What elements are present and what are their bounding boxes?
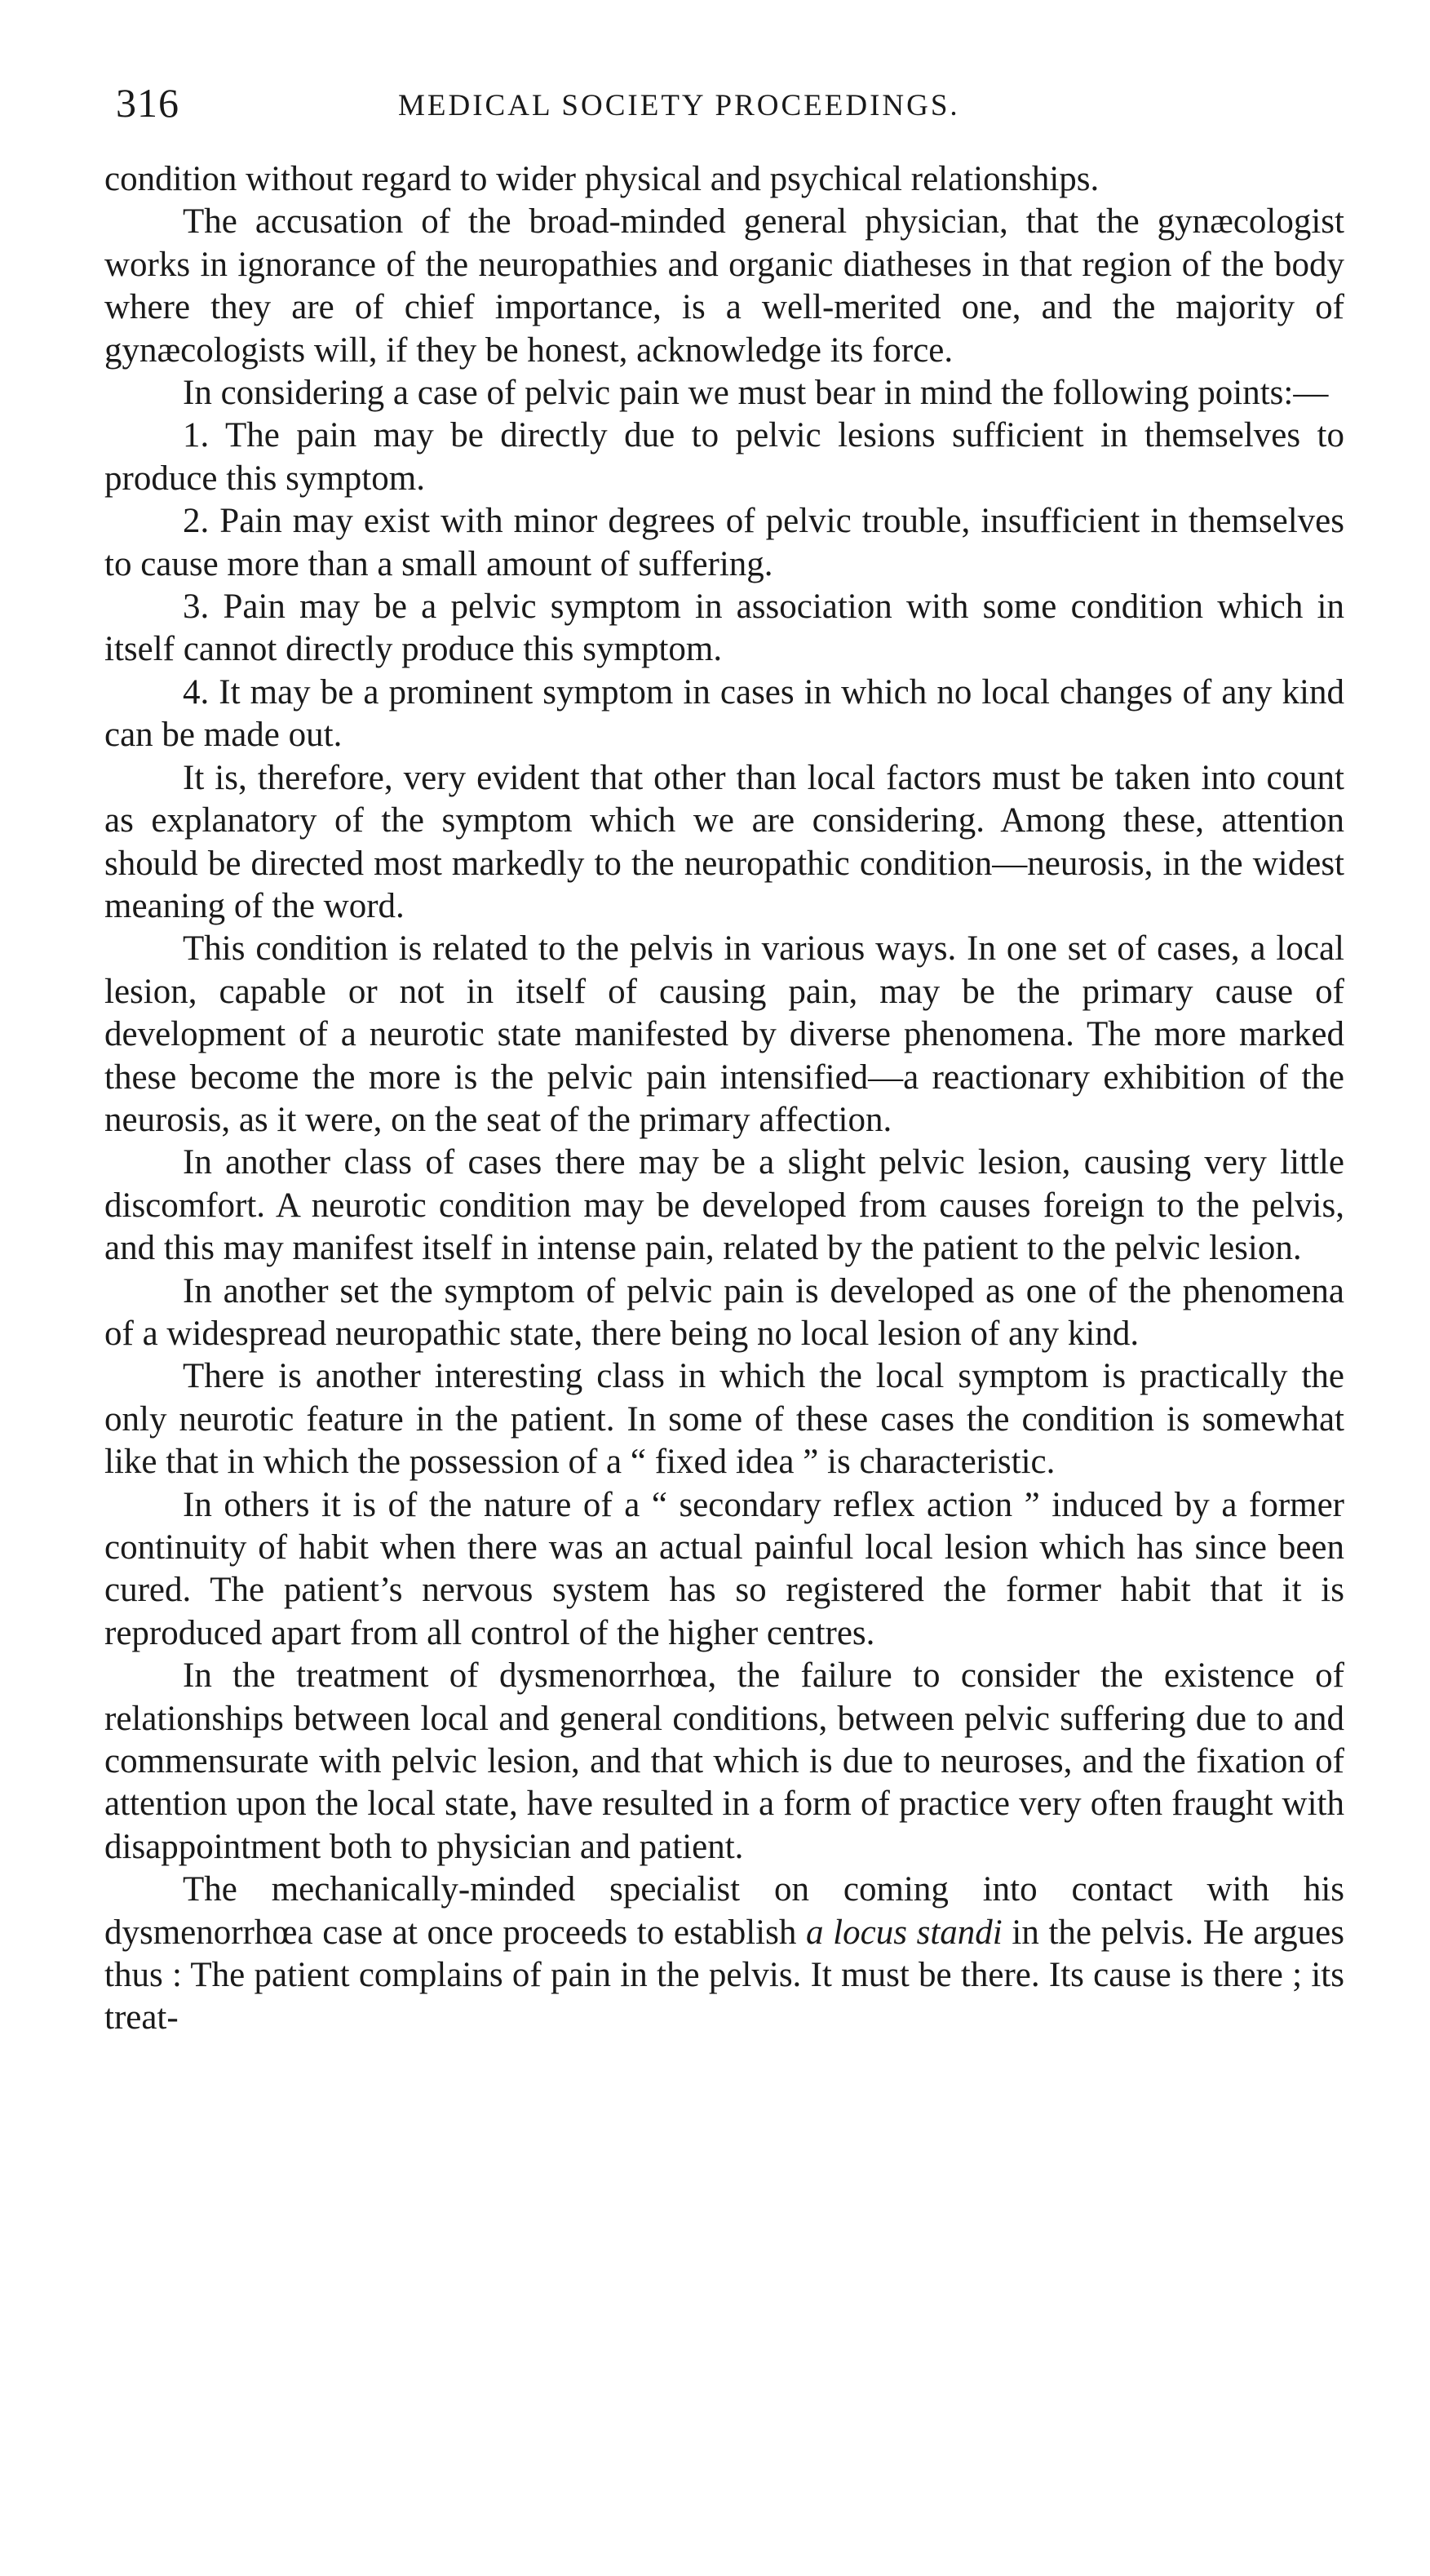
book-page [104,78,1344,2040]
body-text [104,158,1344,2040]
paragraph: The accusation of the broad-minded general physician, that the gynæcologist works in ignorance of the neuropathies and organic diatheses in that region of the body where they are of chief importance, is a well-merited one, and the majority of gynæcologists will, if they be honest, acknowledge its force. [104,202,1344,370]
numbered-point: 2. Pain may exist with minor degrees of pelvic trouble, insufficient in themselves to cause more than a small amount of suffering. [104,502,1344,583]
paragraph: In considering a case of pelvic pain we must bear in mind the following points:— [183,374,1329,413]
italic-phrase: a locus standi [806,1913,1003,1952]
running-head [104,78,1344,135]
paragraph: In others it is of the nature of a “ secondary reflex action ” induced by a former continuity of habit when there was an actual painful local lesion which has since been cured. The patient’s nervous system has so registered the former habit that it is reproduced apart from all control of the higher centres. [104,1485,1344,1652]
paragraph: This condition is related to the pelvis in various ways. In one set of cases, a local lesion, capable or not in itself of causing pain, may be the primary cause of development of a neurotic state manifested by diverse phenomena. The more marked these become the more is the pelvic pain intensified—a reactionary exhibition of the neurosis, as it were, on the seat of the primary affection. [104,929,1344,1139]
paragraph: In another set the symptom of pelvic pain is developed as one of the phenomena of a widespread neuropathic state, there being no local lesion of any kind. [104,1271,1344,1353]
numbered-point: 3. Pain may be a pelvic symptom in association with some condition which in itself cannot directly produce this symptom. [104,587,1344,669]
paragraph: It is, therefore, very evident that other than local factors must be taken into count as explanatory of the symptom which we are considering. Among these, attention should be directed most markedly to the neuropathic condition—neurosis, in the widest meaning of the word. [104,758,1344,925]
page-number: 316 [116,80,179,126]
text-run: in the pelvis. He argues thus : The patient complains of pain in the pelvis. It must be there. Its cause is there ; its treat- [104,1913,1344,2037]
running-title: MEDICAL SOCIETY PROCEEDINGS. [398,89,960,122]
numbered-point: 4. It may be a prominent symptom in cases in which no local changes of any kind can be made out. [104,672,1344,755]
paragraph: There is another interesting class in which the local symptom is practically the only neurotic feature in the patient. In some of these cases the condition is somewhat like that in which the possession of a “ fixed idea ” is characteristic. [104,1357,1344,1482]
paragraph: In another class of cases there may be a slight pelvic lesion, causing very little discomfort. A neurotic condition may be developed from causes foreign to the pelvis, and this may manifest itself in intense pain, related by the patient to the pelvic lesion. [104,1143,1344,1268]
paragraph-continuation: condition without regard to wider physical and psychical relationships. [104,160,1100,198]
numbered-point: 1. The pain may be directly due to pelvic lesions sufficient in themselves to produce this symptom. [104,416,1344,498]
text-run: The mechanically-minded specialist on coming into contact with his dysmenorrhœa case at once proceeds to establish [104,1870,1344,1952]
paragraph-final [104,1869,1344,2040]
paragraph: In the treatment of dysmenorrhœa, the failure to consider the existence of relationships between local and general conditions, between pelvic suffering due to and commensurate with pelvic lesion, and that which is due to neuroses, and the fixation of attention upon the local state, have resulted in a form of practice very often fraught with disappointment both to physician and patient. [104,1656,1344,1866]
